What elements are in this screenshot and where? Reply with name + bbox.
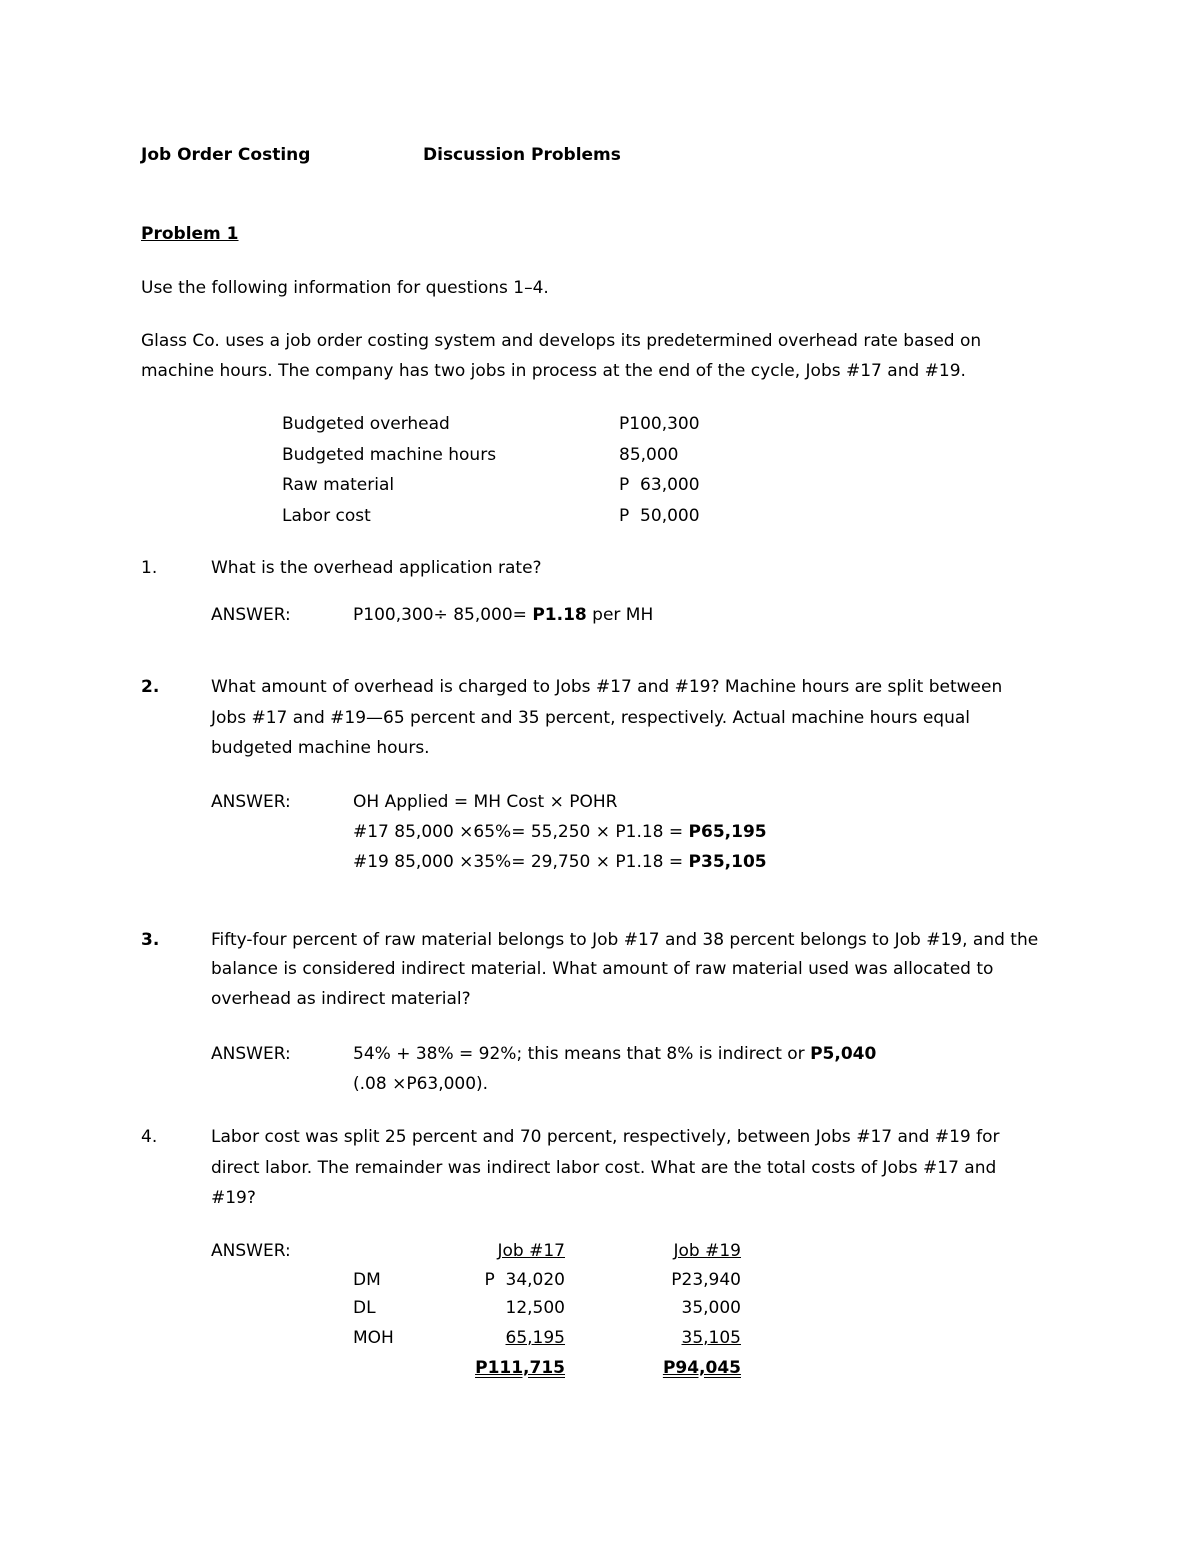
budget-label: Raw material [282,475,395,495]
cell-job17: 65,195 [505,1328,565,1348]
column-header-job17: Job #17 [497,1241,565,1261]
budget-label: Budgeted machine hours [282,445,497,465]
budget-value: 85,000 [619,445,679,465]
budget-value: P100,300 [619,414,700,434]
cell-job19: 35,000 [681,1298,741,1318]
answer-label: ANSWER: [211,792,291,812]
cell-job17: P 34,020 [484,1270,565,1290]
answer-line: (.08 ×P63,000). [353,1074,489,1094]
budget-label: Budgeted overhead [282,414,450,434]
answer-line: #17 85,000 ×65%= 55,250 × P1.18 = P65,195 [353,822,767,842]
answer-label: ANSWER: [211,605,291,625]
answer-line: OH Applied = MH Cost × POHR [353,792,618,812]
answer-line: #19 85,000 ×35%= 29,750 × P1.18 = P35,105 [353,852,767,872]
answer-label: ANSWER: [211,1241,291,1261]
question-text: overhead as indirect material? [211,989,471,1009]
answer-line: 54% + 38% = 92%; this means that 8% is indirect or P5,040 [353,1044,877,1064]
row-label: DL [353,1298,376,1318]
question-text: budgeted machine hours. [211,738,430,758]
budget-value: P 50,000 [619,506,700,526]
question-text: balance is considered indirect material. What amount of raw material used was allocated to [211,959,994,979]
question-text: Labor cost was split 25 percent and 70 percent, respectively, between Jobs #17 and #19 for [211,1127,1000,1147]
cell-job17: 12,500 [505,1298,565,1318]
question-number: 2. [141,677,160,697]
row-label: DM [353,1270,381,1290]
document-subtitle: Discussion Problems [423,145,621,165]
total-job17: P111,715 [475,1358,565,1378]
question-number: 1. [141,558,158,578]
budget-label: Labor cost [282,506,371,526]
budget-value: P 63,000 [619,475,700,495]
row-label: MOH [353,1328,394,1348]
question-number: 4. [141,1127,158,1147]
question-text: #19? [211,1188,256,1208]
total-job19: P94,045 [662,1358,741,1378]
question-text: Fifty-four percent of raw material belongs to Job #17 and 38 percent belongs to Job #19, and the [211,930,1039,950]
intro-text: Use the following information for questions 1–4. [141,278,549,298]
answer-label: ANSWER: [211,1044,291,1064]
answer-line: P100,300÷ 85,000= P1.18 per MH [353,605,654,625]
cell-job19: 35,105 [681,1328,741,1348]
problem-heading: Problem 1 [141,224,239,244]
cell-job19: P23,940 [671,1270,741,1290]
paragraph-line: Glass Co. uses a job order costing system and develops its predetermined overhead rate based on [141,331,982,351]
question-text: Jobs #17 and #19—65 percent and 35 percent, respectively. Actual machine hours equal [211,708,970,728]
question-text: What amount of overhead is charged to Jobs #17 and #19? Machine hours are split between [211,677,1003,697]
paragraph-line: machine hours. The company has two jobs in process at the end of the cycle, Jobs #17 and #19. [141,361,966,381]
column-header-job19: Job #19 [673,1241,741,1261]
document-title: Job Order Costing [141,145,311,165]
question-number: 3. [141,930,160,950]
question-text: What is the overhead application rate? [211,558,542,578]
question-text: direct labor. The remainder was indirect labor cost. What are the total costs of Jobs #17 and [211,1158,997,1178]
